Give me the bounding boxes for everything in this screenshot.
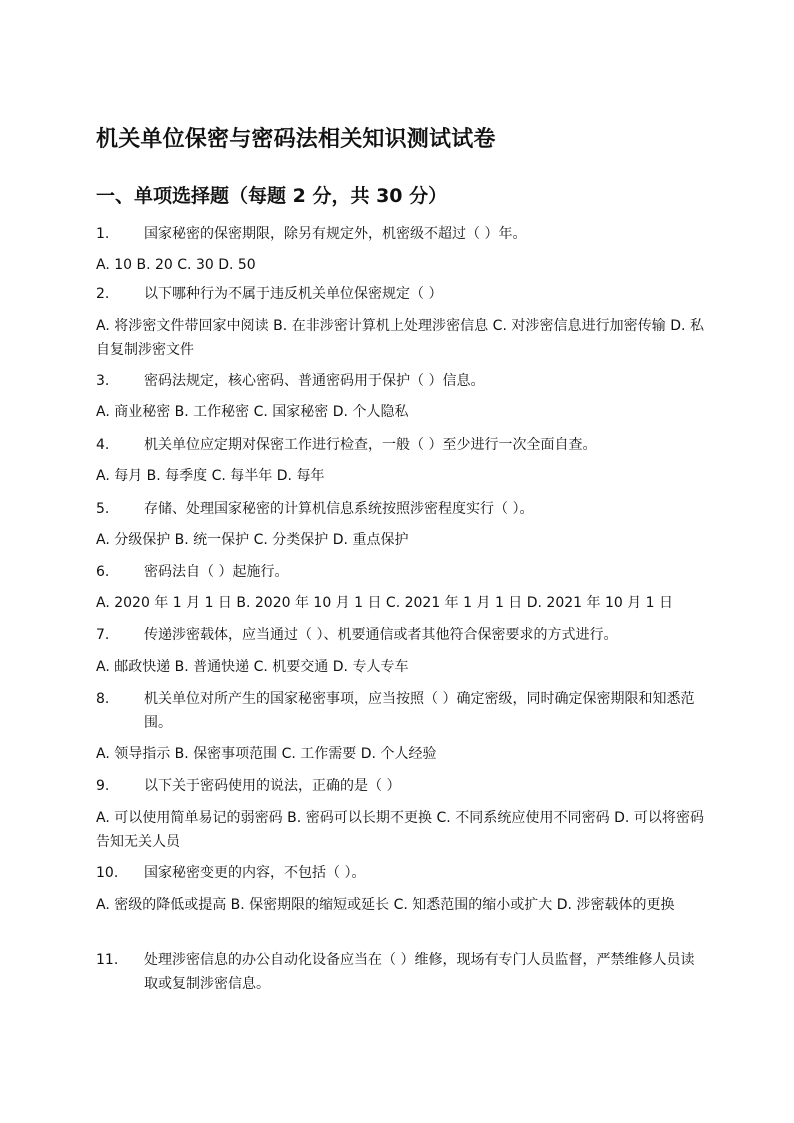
question-text: 存储、处理国家秘密的计算机信息系统按照涉密程度实行（ ）。 (144, 501, 534, 517)
question-number: 2. (96, 286, 110, 302)
question-number: 1. (96, 226, 110, 242)
question-4 (96, 433, 704, 457)
question-5 (96, 497, 704, 521)
question-text: 密码法规定，核心密码、普通密码用于保护（ ）信息。 (144, 373, 485, 389)
question-text: 国家秘密的保密期限，除另有规定外，机密级不超过（ ）年。 (144, 226, 527, 242)
question-text: 以下关于密码使用的说法，正确的是（ ） (144, 778, 401, 794)
section-heading: 一、单项选择题（每题 2 分，共 30 分） (96, 185, 448, 207)
question-3 (96, 369, 704, 393)
question-7-options: A. 邮政快递 B. 普通快递 C. 机要交通 D. 专人专车 (96, 659, 409, 675)
question-number: 7. (96, 627, 110, 643)
question-5-options: A. 分级保护 B. 统一保护 C. 分类保护 D. 重点保护 (96, 532, 409, 548)
question-text: 以下哪种行为不属于违反机关单位保密规定（ ） (144, 286, 443, 302)
question-9-options: A. 可以使用简单易记的弱密码 B. 密码可以长期不更换 C. 不同系统应使用不同密码 D. 可以将密码告知无关人员 (96, 810, 704, 850)
question-text: 国家秘密变更的内容，不包括（ ）。 (144, 865, 366, 881)
question-9 (96, 774, 704, 798)
question-number: 6. (96, 564, 110, 580)
question-10-options: A. 密级的降低或提高 B. 保密期限的缩短或延长 C. 知悉范围的缩小或扩大 D. 涉密载体的更换 (96, 897, 675, 913)
question-number: 9. (96, 778, 110, 794)
question-8 (96, 687, 704, 735)
question-1 (96, 222, 704, 246)
question-11 (96, 948, 704, 996)
question-number: 10. (96, 865, 119, 881)
question-text: 机关单位对所产生的国家秘密事项，应当按照（ ）确定密级，同时确定保密期限和知悉范围。 (144, 691, 695, 731)
question-2 (96, 282, 704, 306)
question-3-options: A. 商业秘密 B. 工作秘密 C. 国家秘密 D. 个人隐私 (96, 404, 409, 420)
question-text: 处理涉密信息的办公自动化设备应当在（ ）维修，现场有专门人员监督，严禁维修人员读取或复制涉密信息。 (144, 952, 695, 992)
question-10 (96, 861, 704, 885)
document-title: 机关单位保密与密码法相关知识测试试卷 (96, 127, 496, 152)
question-text: 机关单位应定期对保密工作进行检查，一般（ ）至少进行一次全面自查。 (144, 437, 597, 453)
question-1-options: A. 10 B. 20 C. 30 D. 50 (96, 257, 256, 273)
question-number: 3. (96, 373, 110, 389)
question-7 (96, 623, 704, 647)
question-text: 密码法自（ ）起施行。 (144, 564, 289, 580)
question-2-options: A. 将涉密文件带回家中阅读 B. 在非涉密计算机上处理涉密信息 C. 对涉密信息进行加密传输 D. 私自复制涉密文件 (96, 318, 704, 358)
question-text: 传递涉密载体，应当通过（ ）、机要通信或者其他符合保密要求的方式进行。 (144, 627, 618, 643)
question-number: 11. (96, 952, 119, 968)
question-8-options: A. 领导指示 B. 保密事项范围 C. 工作需要 D. 个人经验 (96, 746, 437, 762)
question-number: 8. (96, 691, 110, 707)
question-6-options: A. 2020 年 1 月 1 日 B. 2020 年 10 月 1 日 C. 2021 年 1 月 1 日 D. 2021 年 10 月 1 日 (96, 595, 674, 611)
question-6 (96, 560, 704, 584)
question-number: 4. (96, 437, 110, 453)
question-4-options: A. 每月 B. 每季度 C. 每半年 D. 每年 (96, 468, 325, 484)
question-number: 5. (96, 501, 110, 517)
